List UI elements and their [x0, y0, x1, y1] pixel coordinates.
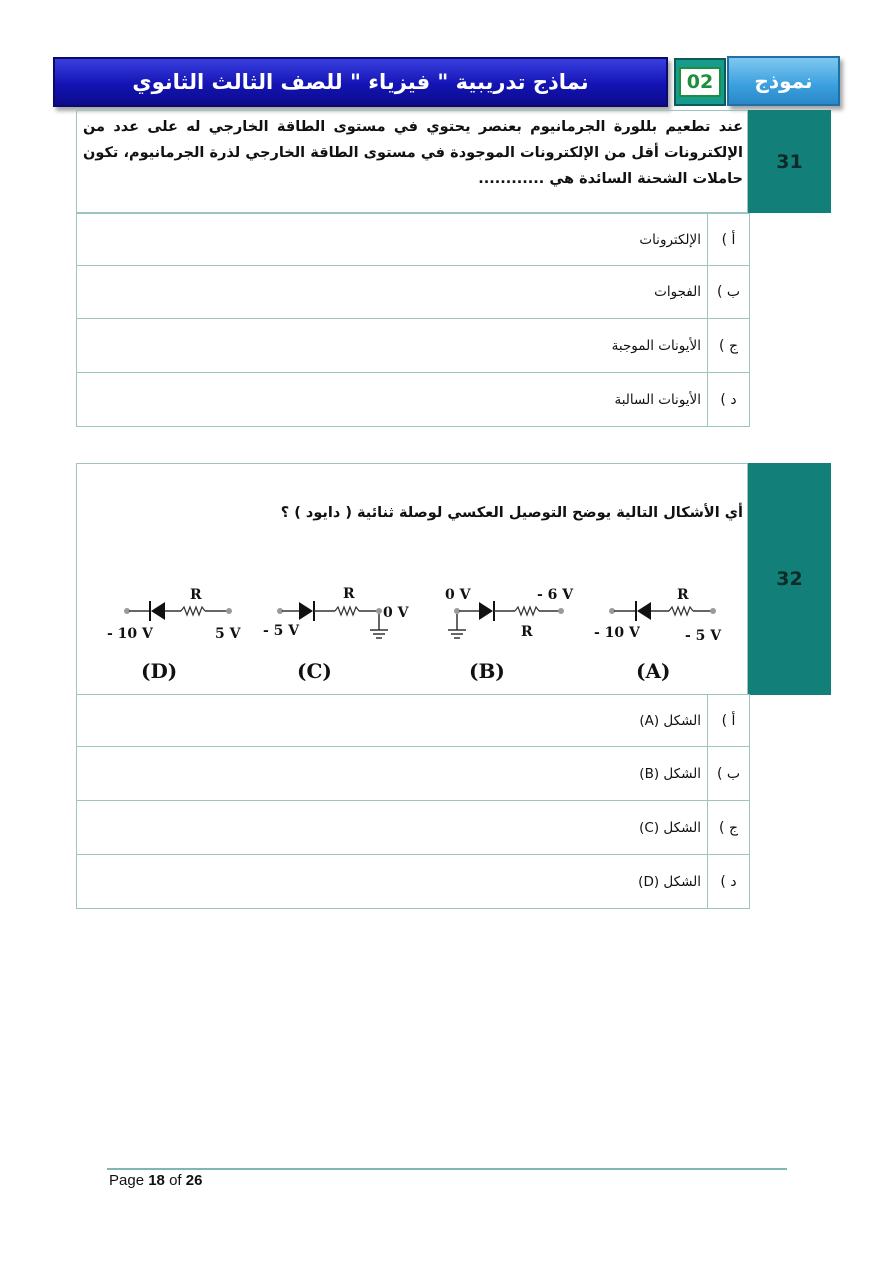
q32-option-a[interactable]: [76, 694, 750, 747]
option-letter: أ ): [707, 695, 749, 746]
option-letter: ب ): [707, 266, 749, 318]
figure-a-right-voltage: - 5 V: [685, 628, 722, 644]
figure-c: [263, 586, 410, 683]
figure-b-label: (B): [469, 659, 505, 683]
model-number: 02: [679, 67, 721, 97]
option-text: الشكل (B): [639, 765, 701, 782]
figure-d: [107, 587, 242, 683]
figure-c-right-voltage: 0 V: [383, 605, 409, 621]
q32-option-b[interactable]: [76, 746, 750, 801]
q31-text: عند تطعيم بللورة الجرمانيوم بعنصر يحتوي في مستوى الطاقة الخارجي له على عدد من الإلكترونات أقل من الإلكترونات الموجودة في مستوى الطاقة الخارجي لذرة الجرمانيوم، تكون حاملات الشحنة السائدة هي ............: [83, 119, 743, 187]
q32-option-c[interactable]: [76, 800, 750, 855]
figure-b: [445, 587, 574, 683]
q31-question-box: [76, 110, 748, 213]
option-text: الإلكترونات: [639, 231, 701, 248]
footer-divider: [107, 1168, 787, 1170]
figure-c-left-voltage: - 5 V: [263, 623, 300, 639]
q31-option-b[interactable]: [76, 265, 750, 319]
footer-total-pages: 26: [185, 1172, 203, 1189]
option-text: الشكل (D): [638, 873, 701, 890]
q32-question-box: [76, 463, 748, 695]
q32-option-d[interactable]: [76, 854, 750, 909]
option-letter: ج ): [707, 801, 749, 854]
q31-option-a[interactable]: [76, 213, 750, 266]
footer-of: of: [169, 1172, 182, 1189]
figure-a-r: R: [677, 587, 689, 603]
figure-b-left-voltage: 0 V: [445, 587, 471, 603]
option-text: الشكل (A): [639, 712, 701, 729]
option-letter: أ ): [707, 214, 749, 265]
figure-d-left-voltage: - 10 V: [107, 626, 153, 642]
option-letter: ج ): [707, 319, 749, 372]
figure-c-r: R: [343, 586, 355, 602]
page-footer: [109, 1172, 202, 1189]
model-label: نموذج: [727, 56, 840, 106]
figure-c-label: (C): [297, 659, 332, 683]
option-text: الأيونات السالبة: [614, 391, 701, 408]
figure-d-right-voltage: 5 V: [215, 626, 241, 642]
option-letter: د ): [707, 373, 749, 426]
footer-current-page: 18: [148, 1172, 165, 1189]
figure-a-left-voltage: - 10 V: [594, 625, 640, 641]
q32-number: 32: [748, 463, 831, 695]
figure-a-label: (A): [636, 659, 671, 683]
model-number-box: [674, 58, 726, 106]
q32-text: أي الأشكال التالية يوضح التوصيل العكسي لوصلة ثنائية ( دايود ) ؟: [280, 505, 743, 521]
footer-prefix: Page: [109, 1172, 145, 1189]
q31-option-d[interactable]: [76, 372, 750, 427]
q31-number: 31: [748, 110, 831, 213]
figure-b-right-voltage: - 6 V: [537, 587, 574, 603]
figure-d-label: (D): [141, 659, 178, 683]
option-text: الفجوات: [654, 284, 701, 300]
figure-a: [594, 587, 722, 683]
q31-option-c[interactable]: [76, 318, 750, 373]
header-title: [53, 57, 668, 107]
figure-b-r: R: [521, 624, 533, 640]
option-text: الأيونات الموجبة: [611, 337, 701, 354]
option-letter: ب ): [707, 747, 749, 800]
header-title-text: نماذج تدريبية " فيزياء " للصف الثالث الثانوي: [132, 70, 589, 94]
option-letter: د ): [707, 855, 749, 908]
diode-figures: [77, 574, 747, 694]
option-text: الشكل (C): [639, 819, 701, 836]
figure-d-r: R: [190, 587, 202, 603]
